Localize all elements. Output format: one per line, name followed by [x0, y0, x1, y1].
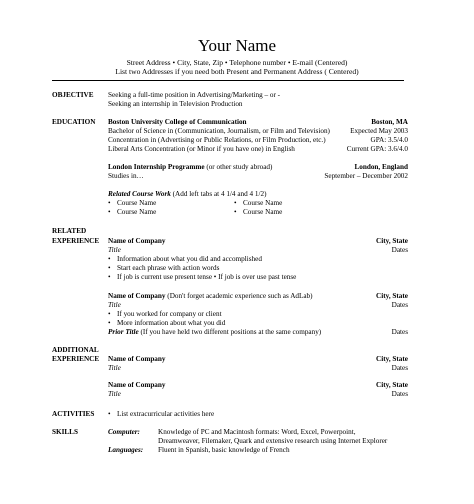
concentration: Concentration in (Advertising or Public Relations, or Film Production, etc.) — [108, 136, 326, 144]
resume-name: Your Name — [197, 36, 277, 55]
degree-date: Expected May 2003 — [350, 127, 408, 135]
computer-line-2: Dreamweaver, Filemaker, Quark and extensive research using Internet Explorer — [158, 437, 388, 445]
additional-job-2-company: Name of Company — [108, 381, 166, 389]
additional-job-1-company: Name of Company — [108, 355, 166, 363]
additional-job-1-location: City, State — [376, 355, 408, 363]
additional-job-2-dates: Dates — [391, 390, 408, 398]
school-2 — [108, 163, 272, 172]
objective-line-2: Seeking an internship in Television Production — [108, 100, 243, 108]
additional-job-1-title: Title — [108, 364, 121, 372]
languages-label: Languages: — [108, 446, 144, 454]
related-job-1-bullet: • If job is current use present tense • If job is over use past tense — [117, 273, 296, 282]
header-divider — [52, 80, 404, 81]
languages-text: Fluent in Spanish, basic knowledge of French — [158, 446, 290, 454]
objective-line-1: Seeking a full-time position in Advertising/Marketing – or - — [108, 91, 281, 99]
coursework-header — [108, 190, 266, 199]
school-1-location: Boston, MA — [371, 118, 408, 126]
school-2-location: London, England — [354, 163, 408, 171]
degree: Bachelor of Science in (Communication, Journalism, or Film and Television) — [108, 127, 330, 135]
coursework-note: (Add left tabs at 4 1/4 and 4 1/2) — [172, 190, 267, 198]
related-job-2-title: Title — [108, 301, 121, 309]
prior-note: (If you have held two different positions at the same company) — [140, 328, 322, 336]
school-1-name: Boston University College of Communication — [108, 118, 247, 126]
activities-heading: ACTIVITIES — [52, 410, 95, 418]
course-item: • Course Name — [117, 208, 156, 217]
related-job-1-location: City, State — [376, 237, 408, 245]
prior-dates: Dates — [391, 328, 408, 336]
related-job-2-bullet: • If you worked for company or client — [117, 310, 222, 319]
school-2-name: London Internship Programme — [108, 163, 205, 171]
activities-item: • List extracurricular activities here — [117, 410, 214, 419]
related-job-2-dates: Dates — [391, 301, 408, 309]
address-note: List two Addresses if you need both Present and Permanent Address ( Centered) — [115, 67, 359, 76]
related-job-1-company: Name of Company — [108, 237, 166, 245]
coursework-label: Related Course Work — [108, 190, 171, 198]
related-job-1-bullet: • Start each phrase with action words — [117, 264, 219, 273]
liberal-arts: Liberal Arts Concentration (or Minor if you have one) in English — [108, 145, 295, 153]
studies-date: September – December 2002 — [324, 172, 408, 180]
course-item: • Course Name — [117, 199, 156, 208]
related-job-2-location: City, State — [376, 292, 408, 300]
education-heading: EDUCATION — [52, 118, 96, 126]
skills-heading: SKILLS — [52, 428, 78, 436]
address-line: Street Address • City, State, Zip • Telephone number • E-mail (Centered) — [126, 58, 348, 67]
current-gpa: Current GPA: 3.6/4.0 — [346, 145, 408, 153]
related-job-1-dates: Dates — [391, 246, 408, 254]
related-heading-1: RELATED — [52, 227, 87, 235]
related-job-1-bullet: • Information about what you did and accomplished — [117, 255, 262, 264]
course-item: • Course Name — [243, 199, 282, 208]
additional-job-2-title: Title — [108, 390, 121, 398]
related-job-2-header — [108, 292, 313, 301]
computer-label: Computer: — [108, 428, 140, 436]
additional-heading-2: EXPERIENCE — [52, 355, 100, 363]
additional-job-1-dates: Dates — [391, 364, 408, 372]
objective-heading: OBJECTIVE — [52, 91, 94, 99]
additional-heading-1: ADDITIONAL — [52, 346, 99, 354]
computer-line-1: Knowledge of PC and Macintosh formats: Word, Excel, Powerpoint, — [158, 428, 356, 436]
concentration-gpa: GPA: 3.5/4.0 — [370, 136, 408, 144]
course-item: • Course Name — [243, 208, 282, 217]
school-2-note: (or other study abroad) — [206, 163, 273, 171]
related-job-2-note: (Don't forget academic experience such as AdLab) — [167, 292, 313, 300]
related-job-1-title: Title — [108, 246, 121, 254]
related-job-2-bullet: • More information about what you did — [117, 319, 225, 328]
additional-job-2-location: City, State — [376, 381, 408, 389]
related-job-2-company: Name of Company — [108, 292, 166, 300]
prior-title-line — [108, 328, 321, 337]
studies: Studies in… — [108, 172, 144, 180]
prior-title: Prior Title — [108, 328, 139, 336]
related-heading-2: EXPERIENCE — [52, 237, 100, 245]
